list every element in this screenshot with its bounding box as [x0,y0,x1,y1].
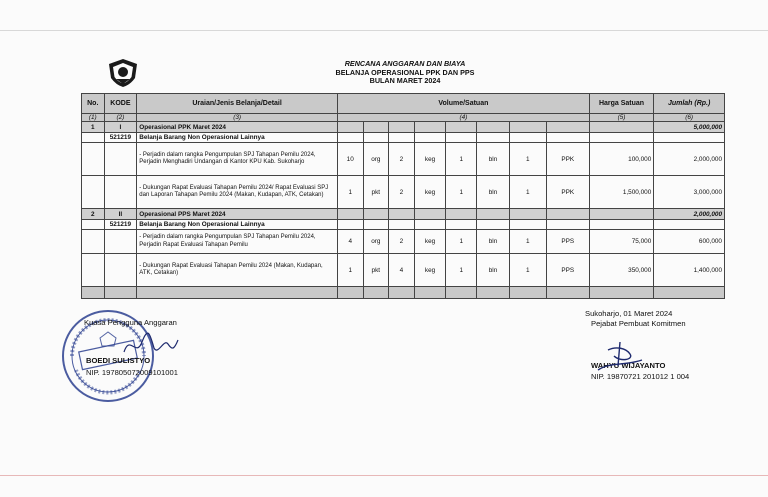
signer-role-right: Pejabat Pembuat Komitmen [591,319,686,328]
item-unit-3: bln [477,176,510,209]
table-row [82,143,725,176]
item-unit-3: bln [477,143,510,176]
item-unit-4: PPS [546,254,589,287]
section-total: 5,000,000 [654,122,725,133]
col-header-kode: KODE [104,94,137,114]
handwritten-signature-right [590,336,650,376]
item-unit-3: bln [477,230,510,254]
item-amount: 1,400,000 [654,254,725,287]
item-unit-4: PPS [546,230,589,254]
col-header-uraian: Uraian/Jenis Belanja/Detail [137,94,338,114]
section-kode: II [104,209,137,220]
item-unit-1: pkt [363,254,389,287]
signer-name-left: BOEDI SULISTYO [86,356,151,365]
item-unit-2: keg [414,176,446,209]
item-amount: 2,000,000 [654,143,725,176]
section-row [82,122,725,133]
col-number: (6) [654,114,725,122]
col-header-no: No. [82,94,105,114]
signer-nip-right: NIP. 19870721 201012 1 004 [591,372,690,381]
item-qty-4: 1 [509,176,546,209]
item-unit-2: keg [414,254,446,287]
place-date: Sukoharjo, 01 Maret 2024 [585,309,673,318]
item-qty-2: 2 [389,230,415,254]
item-qty-3: 1 [446,143,477,176]
item-unit-4: PPK [546,143,589,176]
col-header-harga: Harga Satuan [589,94,653,114]
subsection-row [82,220,725,230]
scan-edge-bottom [0,475,768,476]
heading-title: RENCANA ANGGARAN DAN BIAYA [344,59,466,68]
subsection-row [82,133,725,143]
col-number: (5) [589,114,653,122]
item-qty-3: 1 [446,254,477,287]
item-unit-1: pkt [363,176,389,209]
scan-edge-top [0,30,768,31]
item-description: - Dukungan Rapat Evaluasi Tahapan Pemilu 2024/ Rapat Evaluasi SPJ dan Laporan Tahapan Pemilu 2024 (Makan, Kudapan, ATK, Cetakan) [137,176,338,209]
item-description: - Perjadin dalam rangka Pengumpulan SPJ Tahapan Pemilu 2024, Perjadin Rapat Evaluasi Tahapan Pemilu [137,230,338,254]
item-qty-4: 1 [509,230,546,254]
item-unit-price: 75,000 [589,230,653,254]
item-unit-4: PPK [546,176,589,209]
signature-block-left [84,318,178,377]
signer-role-left: Kuasa Pengguna Anggaran [84,318,177,327]
account-code: 521219 [104,133,137,143]
section-total: 2,000,000 [654,209,725,220]
section-kode: I [104,122,137,133]
table-header-row [82,94,725,114]
item-unit-1: org [363,230,389,254]
budget-table [81,93,725,299]
item-unit-price: 1,500,000 [589,176,653,209]
item-unit-2: keg [414,230,446,254]
col-number: (4) [337,114,589,122]
section-row [82,209,725,220]
item-unit-1: org [363,143,389,176]
table-row [82,176,725,209]
item-qty-3: 1 [446,176,477,209]
section-title: Operasional PPS Maret 2024 [137,209,338,220]
item-unit-price: 350,000 [589,254,653,287]
signer-name-right: WAHYU WIJAYANTO [591,361,666,370]
table-row [82,230,725,254]
item-qty-1: 10 [337,143,363,176]
item-description: - Perjadin dalam rangka Pengumpulan SPJ Tahapan Pemilu 2024, Perjadin Menghadiri Undangan di Kantor KPU Kab. Sukoharjo [137,143,338,176]
section-no: 1 [82,122,105,133]
account-title: Belanja Barang Non Operasional Lainnya [137,133,338,143]
item-unit-price: 100,000 [589,143,653,176]
account-title: Belanja Barang Non Operasional Lainnya [137,220,338,230]
item-qty-4: 1 [509,254,546,287]
heading-subtitle: BELANJA OPERASIONAL PPK DAN PPS [335,67,475,77]
col-number: (2) [104,114,137,122]
section-no: 2 [82,209,105,220]
col-header-volume: Volume/Satuan [337,94,589,114]
item-amount: 3,000,000 [654,176,725,209]
item-qty-2: 2 [389,143,415,176]
item-qty-1: 1 [337,254,363,287]
item-qty-4: 1 [509,143,546,176]
item-qty-3: 1 [446,230,477,254]
item-qty-2: 2 [389,176,415,209]
item-amount: 600,000 [654,230,725,254]
col-number: (1) [82,114,105,122]
handwritten-signature-left [120,330,180,360]
col-number: (3) [137,114,338,122]
signer-nip-left: NIP. 197805072009101001 [86,368,178,377]
item-qty-1: 1 [337,176,363,209]
heading-period: BULAN MARET 2024 [369,76,441,85]
item-qty-1: 4 [337,230,363,254]
col-header-jumlah: Jumlah (Rp.) [654,94,725,114]
table-footer-row [82,287,725,299]
section-title: Operasional PPK Maret 2024 [137,122,338,133]
document-heading [280,60,530,86]
kpu-logo-icon [106,58,140,88]
table-row [82,254,725,287]
account-code: 521219 [104,220,137,230]
item-unit-3: bln [477,254,510,287]
signature-block-right [585,309,745,381]
item-qty-2: 4 [389,254,415,287]
item-unit-2: keg [414,143,446,176]
item-description: - Dukungan Rapat Evaluasi Tahapan Pemilu 2024 (Makan, Kudapan, ATK, Cetakan) [137,254,338,287]
column-number-row [82,114,725,122]
